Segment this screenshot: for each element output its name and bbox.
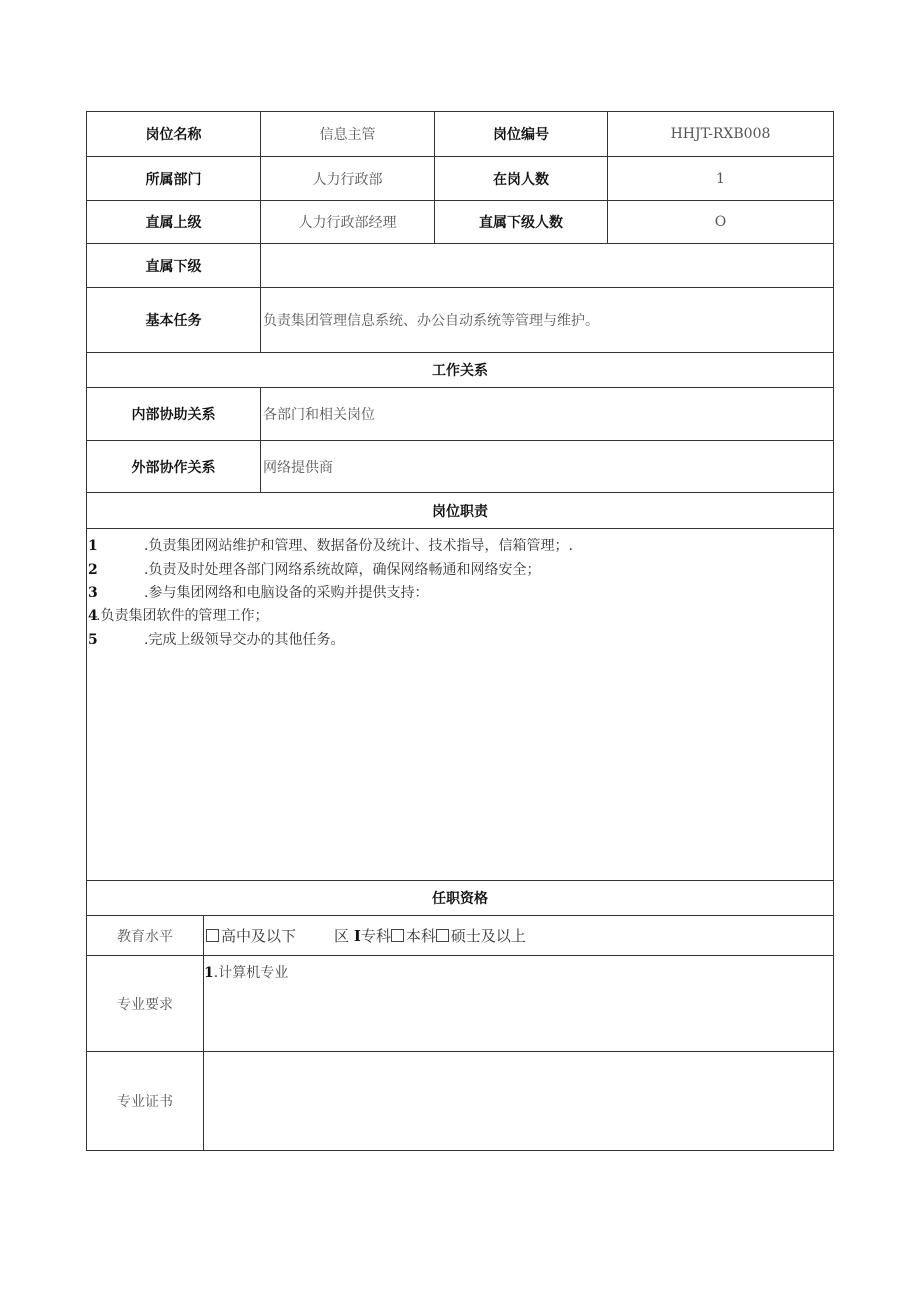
subordinate-count-label: 直属下级人数 bbox=[479, 215, 563, 231]
duty-item bbox=[88, 536, 828, 556]
duty-text: .参与集团网络和电脑设备的采购并提供支持： bbox=[144, 585, 429, 601]
major-label: 专业要求 bbox=[117, 996, 173, 1013]
checkbox-icon bbox=[391, 929, 404, 942]
external-relations-label: 外部协作关系 bbox=[131, 459, 216, 476]
duty-number: 3 bbox=[88, 585, 98, 601]
duty-text: .负责集团软件的管理工作； bbox=[96, 608, 269, 624]
direct-subordinate-value bbox=[261, 244, 833, 287]
major-value: 1.计算机专业 bbox=[204, 965, 289, 981]
checked-marker: 区 I bbox=[334, 927, 361, 945]
direct-superior-value: 人力行政部经理 bbox=[298, 215, 397, 231]
duty-text: .负责集团网站维护和管理、数据备份及统计、技术指导，信箱管理；. bbox=[144, 538, 573, 554]
duty-number: 1 bbox=[88, 538, 98, 554]
direct-subordinate-label: 直属下级 bbox=[145, 258, 202, 275]
duty-text: .完成上级领导交办的其他任务。 bbox=[144, 632, 345, 648]
table-border-bottom bbox=[86, 1150, 834, 1151]
duty-item bbox=[88, 606, 828, 626]
department-label: 所属部门 bbox=[145, 171, 202, 188]
duty-number: 4 bbox=[88, 608, 98, 624]
education-options bbox=[204, 916, 833, 955]
basic-task-value: 负责集团管理信息系统、办公自动系统等管理与维护。 bbox=[263, 313, 599, 329]
external-relations-value: 网络提供商 bbox=[263, 459, 333, 476]
checkbox-icon bbox=[436, 929, 449, 942]
qualifications-title: 任职资格 bbox=[432, 891, 488, 907]
duty-text: .负责及时处理各部门网络系统故障，确保网络畅通和网络安全； bbox=[144, 562, 541, 578]
education-option-junior-college[interactable]: 专科 bbox=[360, 927, 391, 945]
department-value: 人力行政部 bbox=[312, 171, 383, 188]
duty-number: 2 bbox=[88, 562, 98, 578]
duty-item bbox=[88, 560, 828, 580]
duties-title: 岗位职责 bbox=[432, 503, 488, 520]
position-name-value: 信息主管 bbox=[319, 127, 376, 143]
internal-relations-value: 各部门和相关岗位 bbox=[263, 407, 375, 423]
duty-item bbox=[88, 583, 828, 603]
education-option-bachelor[interactable]: 本科 bbox=[391, 925, 436, 946]
certificate-value bbox=[204, 1052, 833, 1150]
row-divider bbox=[86, 528, 834, 529]
headcount-value: 1 bbox=[716, 170, 725, 187]
duty-item bbox=[88, 630, 828, 650]
duty-number: 5 bbox=[88, 632, 98, 648]
certificate-label: 专业证书 bbox=[117, 1094, 173, 1110]
direct-superior-label: 直属上级 bbox=[145, 215, 202, 231]
subordinate-count-value: O bbox=[714, 214, 727, 230]
table-border-right bbox=[833, 111, 834, 1151]
education-option-master[interactable]: 硕士及以上 bbox=[436, 925, 526, 946]
headcount-label: 在岗人数 bbox=[493, 171, 549, 188]
basic-task-label: 基本任务 bbox=[145, 313, 202, 329]
education-label: 教育水平 bbox=[117, 928, 173, 945]
education-option-highschool[interactable]: 高中及以下 bbox=[206, 925, 296, 946]
checkbox-icon bbox=[206, 929, 219, 942]
work-relations-title: 工作关系 bbox=[432, 363, 488, 379]
internal-relations-label: 内部协助关系 bbox=[131, 407, 216, 423]
position-code-label: 岗位编号 bbox=[493, 127, 549, 143]
position-code-value: HHJT-RXB008 bbox=[670, 126, 771, 142]
position-name-label: 岗位名称 bbox=[145, 127, 202, 143]
